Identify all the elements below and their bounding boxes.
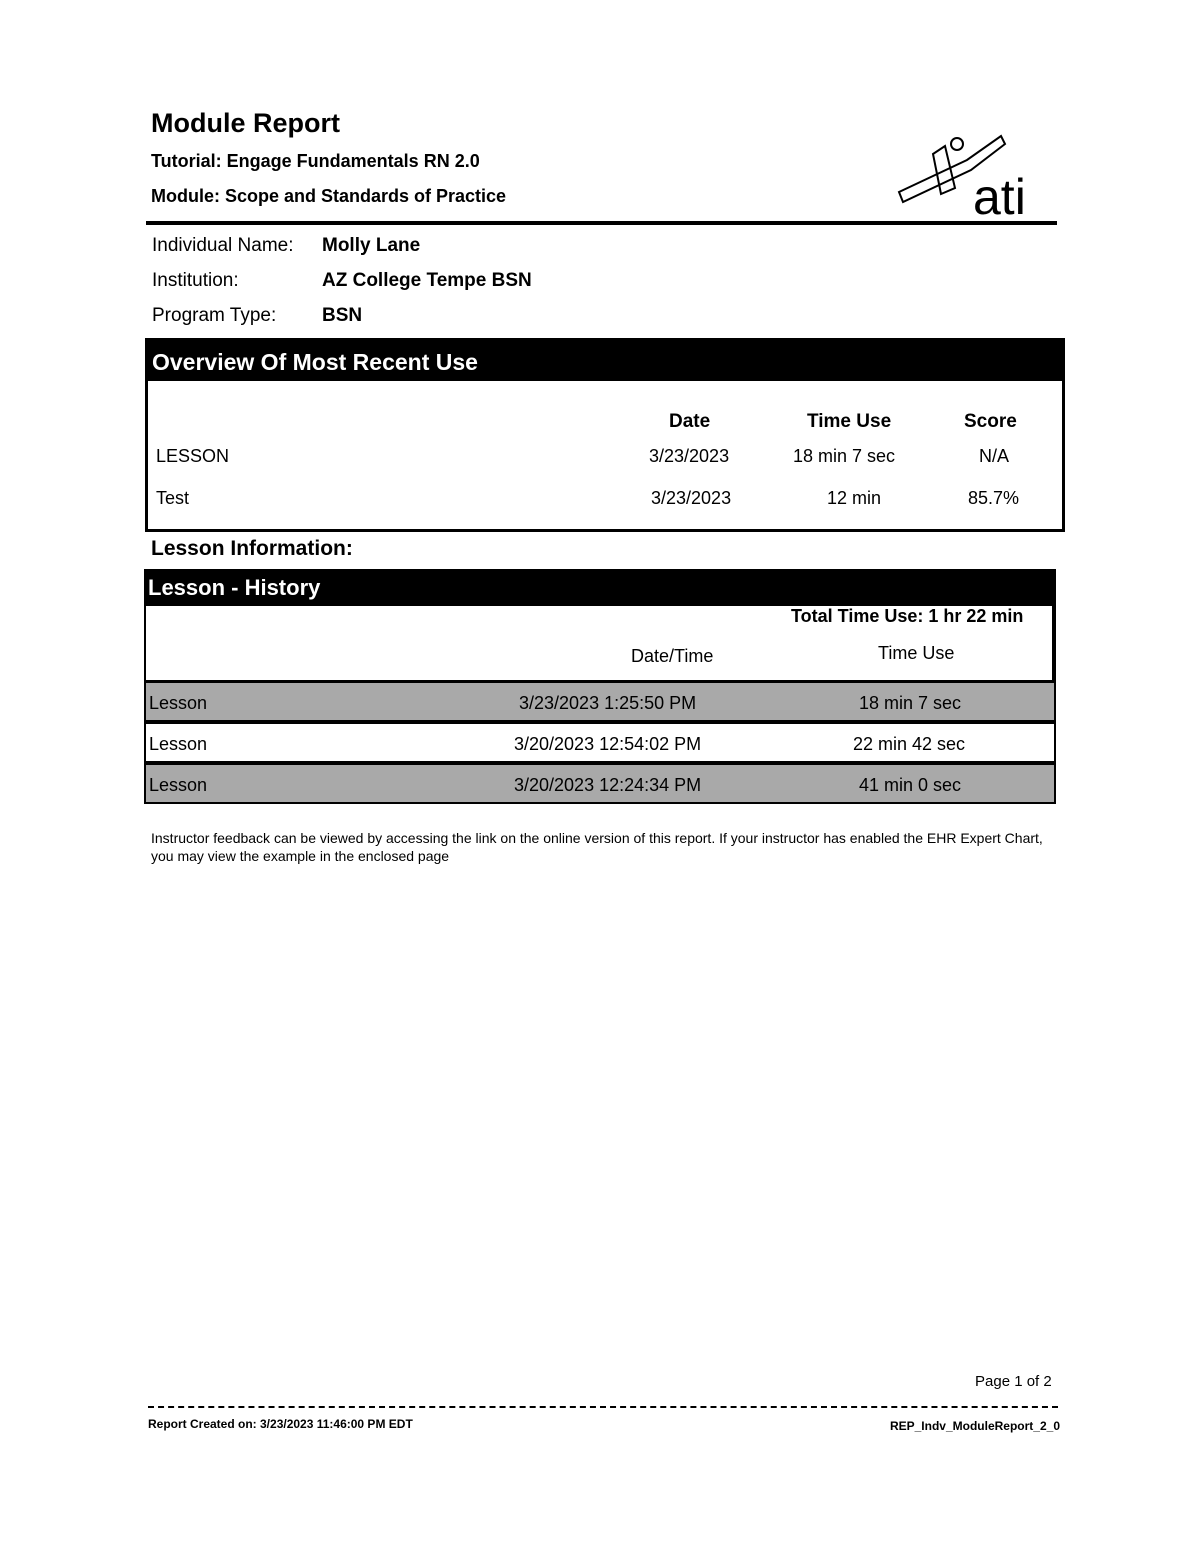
- history-row-label: Lesson: [149, 775, 208, 795]
- instructor-feedback-note: Instructor feedback can be viewed by accessing the link on the online version of this report. If your instructor has enabled the EHR Expert Chart, you may view the example in the enclosed page: [151, 830, 1043, 864]
- overview-row-date: 3/23/2023: [649, 446, 730, 466]
- module-name: Module: Scope and Standards of Practice: [151, 186, 507, 206]
- overview-panel: [145, 338, 1065, 532]
- history-row-datetime: 3/20/2023 12:54:02 PM: [514, 734, 702, 754]
- institution-label: Institution:: [152, 270, 239, 291]
- history-row-time-use: 18 min 7 sec: [859, 693, 962, 713]
- history-row-time-use: 41 min 0 sec: [859, 775, 962, 795]
- overview-row-score: N/A: [979, 446, 1010, 466]
- overview-title: Overview Of Most Recent Use: [148, 341, 1062, 381]
- overview-col-date: Date: [669, 411, 711, 432]
- overview-row-label: Test: [156, 488, 190, 508]
- institution-value: AZ College Tempe BSN: [322, 270, 532, 291]
- overview-row-time-use: 12 min: [827, 488, 882, 508]
- table-row: [144, 681, 1056, 722]
- ati-logo-text: ati: [973, 169, 1026, 218]
- individual-name-value: Molly Lane: [322, 235, 421, 256]
- total-time-use: Total Time Use: 1 hr 22 min: [791, 606, 1024, 626]
- lesson-information-heading: Lesson Information:: [151, 537, 353, 560]
- history-col-datetime: Date/Time: [631, 646, 714, 666]
- table-row: [144, 722, 1056, 763]
- overview-row-score: 85.7%: [968, 488, 1020, 508]
- program-type-label: Program Type:: [152, 305, 277, 326]
- overview-col-score: Score: [964, 411, 1017, 432]
- ati-logo: [897, 132, 1061, 218]
- overview-col-time-use: Time Use: [807, 411, 892, 432]
- header-divider: [146, 221, 1057, 225]
- report-created: Report Created on: 3/23/2023 11:46:00 PM EDT: [148, 1417, 413, 1431]
- lesson-history-title: Lesson - History: [144, 569, 1056, 606]
- history-row-label: Lesson: [149, 734, 208, 754]
- overview-row-date: 3/23/2023: [651, 488, 732, 508]
- footer-divider: [148, 1406, 1058, 1408]
- page-title: Module Report: [151, 108, 340, 138]
- history-row-label: Lesson: [149, 693, 208, 713]
- individual-name-label: Individual Name:: [152, 235, 294, 256]
- program-type-value: BSN: [322, 305, 363, 326]
- history-row-datetime: 3/23/2023 1:25:50 PM: [519, 693, 697, 713]
- history-row-datetime: 3/20/2023 12:24:34 PM: [514, 775, 702, 795]
- history-row-time-use: 22 min 42 sec: [853, 734, 966, 754]
- lesson-history-header: [144, 606, 1056, 683]
- table-row: [144, 763, 1056, 804]
- overview-row-label: LESSON: [156, 446, 230, 466]
- overview-row-time-use: 18 min 7 sec: [793, 446, 896, 466]
- history-col-time-use: Time Use: [878, 643, 955, 663]
- page-number: Page 1 of 2: [975, 1373, 1052, 1390]
- report-id: REP_Indv_ModuleReport_2_0: [889, 1419, 1060, 1433]
- tutorial-name: Tutorial: Engage Fundamentals RN 2.0: [151, 151, 480, 171]
